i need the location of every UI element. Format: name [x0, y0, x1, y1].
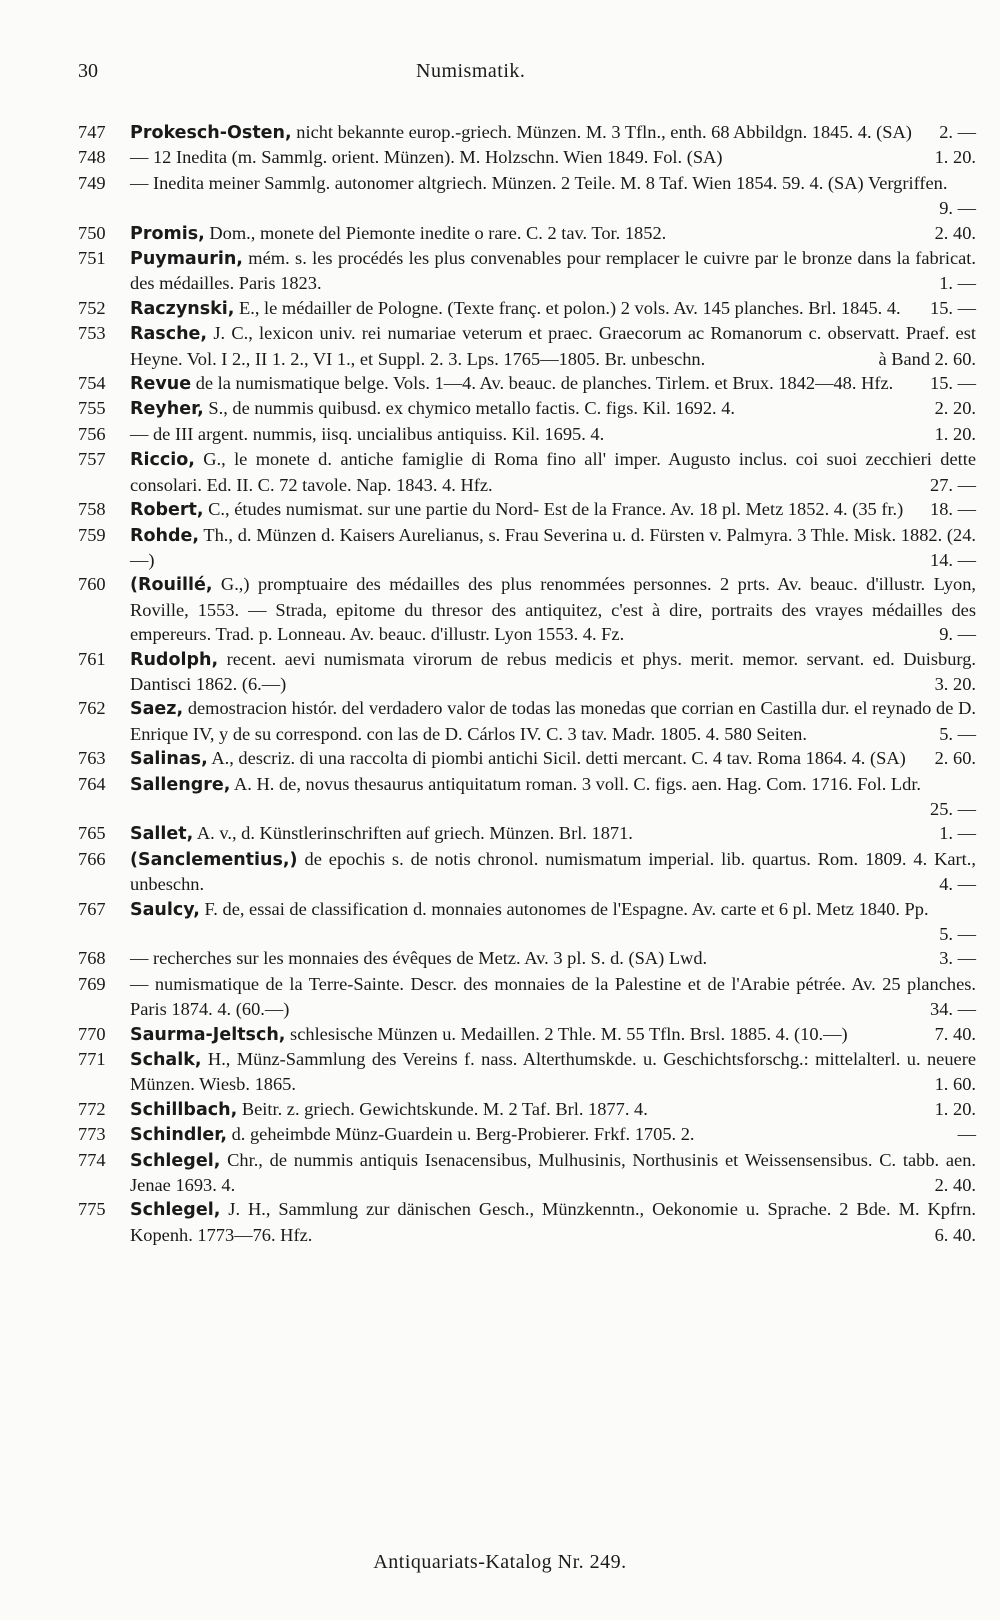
catalog-entry — [78, 523, 976, 573]
catalog-entry — [78, 447, 976, 497]
entry-price: 1. 20. — [934, 1098, 976, 1119]
entry-price: 2. 60. — [934, 748, 976, 769]
entry-text: — recherches sur les monnaies des évêques de Metz. Av. 3 pl. S. d. (SA) Lwd. — [130, 948, 708, 969]
entry-text: A. H. de, novus thesaurus antiquitatum roman. 3 voll. C. figs. aen. Hag. Com. 1716. Fol. Ldr. — [230, 773, 922, 794]
entry-author: Saulcy, — [130, 899, 200, 920]
page-header — [78, 60, 976, 104]
entry-number: 759 — [78, 524, 106, 545]
entry-author: Salinas, — [130, 749, 208, 770]
entry-description — [130, 447, 976, 497]
catalog-entry — [78, 1148, 976, 1198]
entry-text: S., de nummis quibusd. ex chymico metallo factis. C. figs. Kil. 1692. 4. — [203, 398, 736, 419]
entry-number: 772 — [78, 1098, 106, 1119]
entry-description — [130, 145, 976, 170]
entry-price: 1. 20. — [934, 423, 976, 444]
entry-description — [130, 371, 976, 396]
entry-text: C., études numismat. sur une partie du Nord- Est de la France. Av. 18 pl. Metz 1852. 4. (35 fr.) — [203, 499, 904, 520]
entry-text: A. v., d. Künstlerinschriften auf griech. Münzen. Brl. 1871. — [193, 823, 633, 844]
entry-description — [130, 972, 976, 1022]
entry-number: 771 — [78, 1049, 106, 1070]
entry-number: 755 — [78, 398, 106, 419]
entry-text: Beitr. z. griech. Gewichtskunde. M. 2 Taf. Brl. 1877. 4. — [237, 1098, 648, 1119]
entry-price: 3. — — [939, 948, 976, 969]
entry-number: 766 — [78, 848, 106, 869]
entry-price: 4. — — [939, 874, 976, 895]
entry-description — [130, 897, 976, 947]
entry-author: Saez, — [130, 699, 184, 720]
entry-text: de la numismatique belge. Vols. 1—4. Av. beauc. de planches. Tirlem. et Brux. 1842—48. Hfz. — [191, 373, 894, 394]
entry-price: 9. — — [939, 198, 976, 219]
entry-price: 2. 40. — [934, 222, 976, 243]
entry-description — [130, 696, 976, 746]
entry-author: Saurma-Jeltsch, — [130, 1024, 286, 1045]
entry-description — [130, 422, 976, 447]
entry-description — [130, 847, 976, 897]
entry-text: nicht bekannte europ.-griech. Münzen. M. 3 Tfln., enth. 68 Abbildgn. 1845. 4. (SA) — [291, 122, 912, 142]
catalog-footer: Antiquariats-Katalog Nr. 249. — [373, 1551, 627, 1573]
entry-description — [130, 1122, 976, 1147]
entry-description — [130, 321, 976, 371]
entry-number: 764 — [78, 773, 106, 794]
entry-description — [130, 772, 976, 822]
entry-price: 25. — — [930, 798, 976, 819]
entry-price: 2. 20. — [934, 398, 976, 419]
catalog-entry — [78, 171, 976, 221]
catalog-entry — [78, 246, 976, 296]
entry-number: 752 — [78, 297, 106, 318]
entry-author: Raczynski, — [130, 298, 235, 319]
catalog-entry — [78, 572, 976, 646]
entry-price: 5. — — [939, 924, 976, 944]
entry-price: 9. — — [939, 624, 976, 645]
entry-author: Prokesch-Osten, — [130, 123, 292, 143]
entry-number: 775 — [78, 1199, 106, 1220]
catalog-entry — [78, 1097, 976, 1122]
entry-number: 760 — [78, 574, 106, 595]
entry-description — [130, 171, 976, 221]
entry-description — [130, 1148, 976, 1198]
entry-author: Robert, — [130, 500, 204, 521]
entry-number: 761 — [78, 648, 106, 669]
entry-text: d. geheimbde Münz-Guardein u. Berg-Probierer. Frkf. 1705. 2. — [227, 1124, 695, 1145]
catalog-entries — [78, 120, 976, 1247]
entry-text: mém. s. les procédés les plus convenables pour remplacer le cuivre par le bronze dans la fabricat. des médailles. Paris 1823. — [130, 248, 976, 294]
entry-description — [130, 523, 976, 573]
entry-author: Rohde, — [130, 525, 200, 546]
entry-price: 14. — — [930, 549, 976, 570]
entry-number: 774 — [78, 1149, 106, 1170]
entry-text: — de III argent. nummis, iisq. uncialibus antiquiss. Kil. 1695. 4. — [130, 423, 605, 444]
entry-text: — numismatique de la Terre-Sainte. Descr. des monnaies de la Palestine et de l'Arabie pétrée. Av. 25 planches. Paris 1874. 4. (60.—) — [130, 973, 976, 1020]
entry-price: 1. — — [939, 273, 976, 294]
entry-text: schlesische Münzen u. Medaillen. 2 Thle. M. 55 Tfln. Brsl. 1885. 4. (10.—) — [285, 1023, 848, 1044]
entry-author: Schillbach, — [130, 1099, 238, 1120]
catalog-entry — [78, 497, 976, 522]
entry-number: 758 — [78, 499, 106, 520]
entry-description — [130, 821, 976, 846]
entry-author: Promis, — [130, 223, 205, 244]
entry-number: 769 — [78, 973, 106, 994]
catalog-entry — [78, 1047, 976, 1097]
entry-number: 763 — [78, 748, 106, 769]
entry-text: F. de, essai de classification d. monnaies autonomes de l'Espagne. Av. carte et 6 pl. Metz 1840. Pp. — [199, 898, 929, 919]
entry-number: 749 — [78, 172, 106, 193]
entry-text: — Inedita meiner Sammlg. autonomer altgriech. Münzen. 2 Teile. M. 8 Taf. Wien 1854. 59. 4. (SA) Vergriffen. — [130, 172, 948, 193]
entry-description — [130, 221, 976, 246]
entry-description — [130, 1047, 976, 1097]
entry-number: 748 — [78, 147, 106, 168]
entry-price: 5. — — [939, 723, 976, 744]
entry-author: Rasche, — [130, 324, 208, 345]
entry-author: Revue — [130, 374, 192, 395]
entry-number: 762 — [78, 698, 106, 719]
entry-author: Schlegel, — [130, 1150, 221, 1171]
entry-text: J. H., Sammlung zur dänischen Gesch., Münzkenntn., Oekonomie u. Sprache. 2 Bde. M. Kpfrn. Kopenh. 1773—76. Hfz. — [130, 1199, 976, 1245]
catalog-entry — [78, 1122, 976, 1147]
entry-price: 18. — — [930, 499, 976, 520]
entry-text: G.,) promptuaire des médailles des plus renommées personnes. 2 prts. Av. beauc. d'illustr. Lyon, Roville, 1553. — Strada, epitome du thresor des antiquitez, c'est à dire, portraits des vrayes médailles des empereurs. Trad. p. Lonneau. Av. beauc. d'illustr. Lyon 1553. 4. Fz. — [130, 574, 976, 645]
catalog-entry — [78, 946, 976, 971]
catalog-entry — [78, 847, 976, 897]
entry-text: de epochis s. de notis chronol. numismatum imperial. lib. quartus. Rom. 1809. 4. Kart., unbeschn. — [130, 848, 976, 895]
entry-text: E., le médailler de Pologne. (Texte franç. et polon.) 2 vols. Av. 145 planches. Brl. 1845. 4. — [234, 297, 901, 318]
entry-number: 773 — [78, 1124, 106, 1145]
entry-text: Th., d. Münzen d. Kaisers Aurelianus, s. Frau Severina u. d. Fürsten v. Palmyra. 3 Thle. Misk. 1882. (24.—) — [130, 524, 976, 570]
entry-number: 747 — [78, 122, 106, 142]
entry-text: demostracion histór. del verdadero valor de todas las monedas que corrian en Castilla dur. el reynado de D. Enrique IV, y de su correspond. con las de D. Cárlos IV. C. 3 tav. Madr. 1805. 4. 580 Seiten. — [130, 698, 976, 744]
entry-description — [130, 296, 976, 321]
catalog-entry — [78, 221, 976, 246]
entry-number: 754 — [78, 373, 106, 394]
entry-author: Sallet, — [130, 824, 194, 845]
entry-number: 756 — [78, 423, 106, 444]
entry-price: 15. — — [930, 297, 976, 318]
catalog-entry — [78, 821, 976, 846]
catalog-entry — [78, 296, 976, 321]
entry-text: H., Münz-Sammlung des Vereins f. nass. Alterthumskde. u. Geschichtsforschg.: mittelalterl. u. neuere Münzen. Wiesb. 1865. — [130, 1049, 976, 1095]
catalog-entry — [78, 371, 976, 396]
catalog-entry — [78, 1022, 976, 1047]
catalog-entry — [78, 746, 976, 771]
entry-number: 765 — [78, 823, 106, 844]
entry-author: Schlegel, — [130, 1200, 221, 1221]
catalog-entry — [78, 422, 976, 447]
entry-description — [130, 946, 976, 971]
entry-description — [130, 1097, 976, 1122]
entry-price: 3. 20. — [934, 673, 976, 694]
entry-author: Reyher, — [130, 399, 204, 420]
entry-number: 751 — [78, 248, 106, 269]
entry-text: Chr., de nummis antiquis Isenacensibus, Mulhusinis, Northusinis et Weissensensibus. C. tabb. aen. Jenae 1693. 4. — [130, 1149, 976, 1196]
catalog-entry — [78, 145, 976, 170]
entry-description — [130, 246, 976, 296]
entry-description — [130, 746, 976, 771]
catalog-entry — [78, 396, 976, 421]
entry-price: 1. 20. — [934, 147, 976, 168]
catalog-entry — [78, 696, 976, 746]
entry-description — [130, 1197, 976, 1247]
entry-number: 770 — [78, 1023, 106, 1044]
entry-price: 2. 40. — [934, 1175, 976, 1196]
entry-text: Dom., monete del Piemonte inedite o rare. C. 2 tav. Tor. 1852. — [204, 222, 667, 243]
catalog-entry — [78, 972, 976, 1022]
entry-text: G., le monete d. antiche famiglie di Roma fino all' imper. Augusto inclus. coi suoi zecchieri dette consolari. Ed. II. C. 72 tavole. Nap. 1843. 4. Hfz. — [130, 449, 976, 495]
entry-text: A., descriz. di una raccolta di piombi antichi Sicil. detti mercant. C. 4 tav. Roma 1864. 4. (SA) — [207, 748, 906, 769]
entry-number: 750 — [78, 222, 106, 243]
entry-price: 7. 40. — [934, 1023, 976, 1044]
entry-price: 2. — — [939, 122, 976, 142]
entry-price: 1. 60. — [934, 1074, 976, 1095]
entry-price: 34. — — [930, 999, 976, 1020]
catalog-entry — [78, 772, 976, 822]
entry-author: Sallengre, — [130, 774, 231, 795]
catalog-entry — [78, 897, 976, 947]
entry-price: 27. — — [930, 474, 976, 495]
entry-author: (Rouillé, — [130, 575, 213, 596]
entry-text: recent. aevi numismata virorum de rebus medicis et phys. merit. memor. servant. ed. Duisburg. Dantisci 1862. (6.—) — [130, 648, 976, 694]
entry-price: — — [957, 1124, 976, 1145]
entry-author: Schalk, — [130, 1050, 202, 1071]
catalog-entry — [78, 1197, 976, 1247]
entry-number: 753 — [78, 323, 106, 344]
catalog-entry — [78, 647, 976, 697]
entry-price: à Band 2. 60. — [878, 348, 976, 369]
entry-description — [130, 572, 976, 646]
entry-text: — 12 Inedita (m. Sammlg. orient. Münzen). M. Holzschn. Wien 1849. Fol. (SA) — [130, 147, 723, 168]
entry-price: 1. — — [939, 823, 976, 844]
entry-author: Rudolph, — [130, 649, 219, 670]
entry-number: 767 — [78, 898, 106, 919]
entry-author: Puymaurin, — [130, 249, 243, 270]
entry-description — [130, 647, 976, 697]
entry-description — [130, 396, 976, 421]
entry-number: 757 — [78, 449, 106, 470]
catalog-entry — [78, 321, 976, 371]
catalog-entry — [78, 120, 976, 145]
entry-author: Schindler, — [130, 1125, 227, 1146]
entry-price: 6. 40. — [934, 1224, 976, 1245]
entry-text: J. C., lexicon univ. rei numariae veterum et praec. Graecorum ac Romanorum c. observatt. Praef. est Heyne. Vol. I 2., II 1. 2., VI 1., et Suppl. 2. 3. Lps. 1765—1805. Br. unbeschn. — [130, 323, 976, 369]
entry-author: (Sanclementius,) — [130, 849, 298, 870]
entry-number: 768 — [78, 948, 106, 969]
entry-description — [130, 1022, 976, 1047]
entry-price: 15. — — [930, 373, 976, 394]
entry-author: Riccio, — [130, 450, 195, 471]
entry-description — [130, 120, 976, 145]
running-title: Numismatik. — [416, 60, 526, 82]
entry-description — [130, 497, 976, 522]
page-number: 30 — [78, 60, 98, 82]
